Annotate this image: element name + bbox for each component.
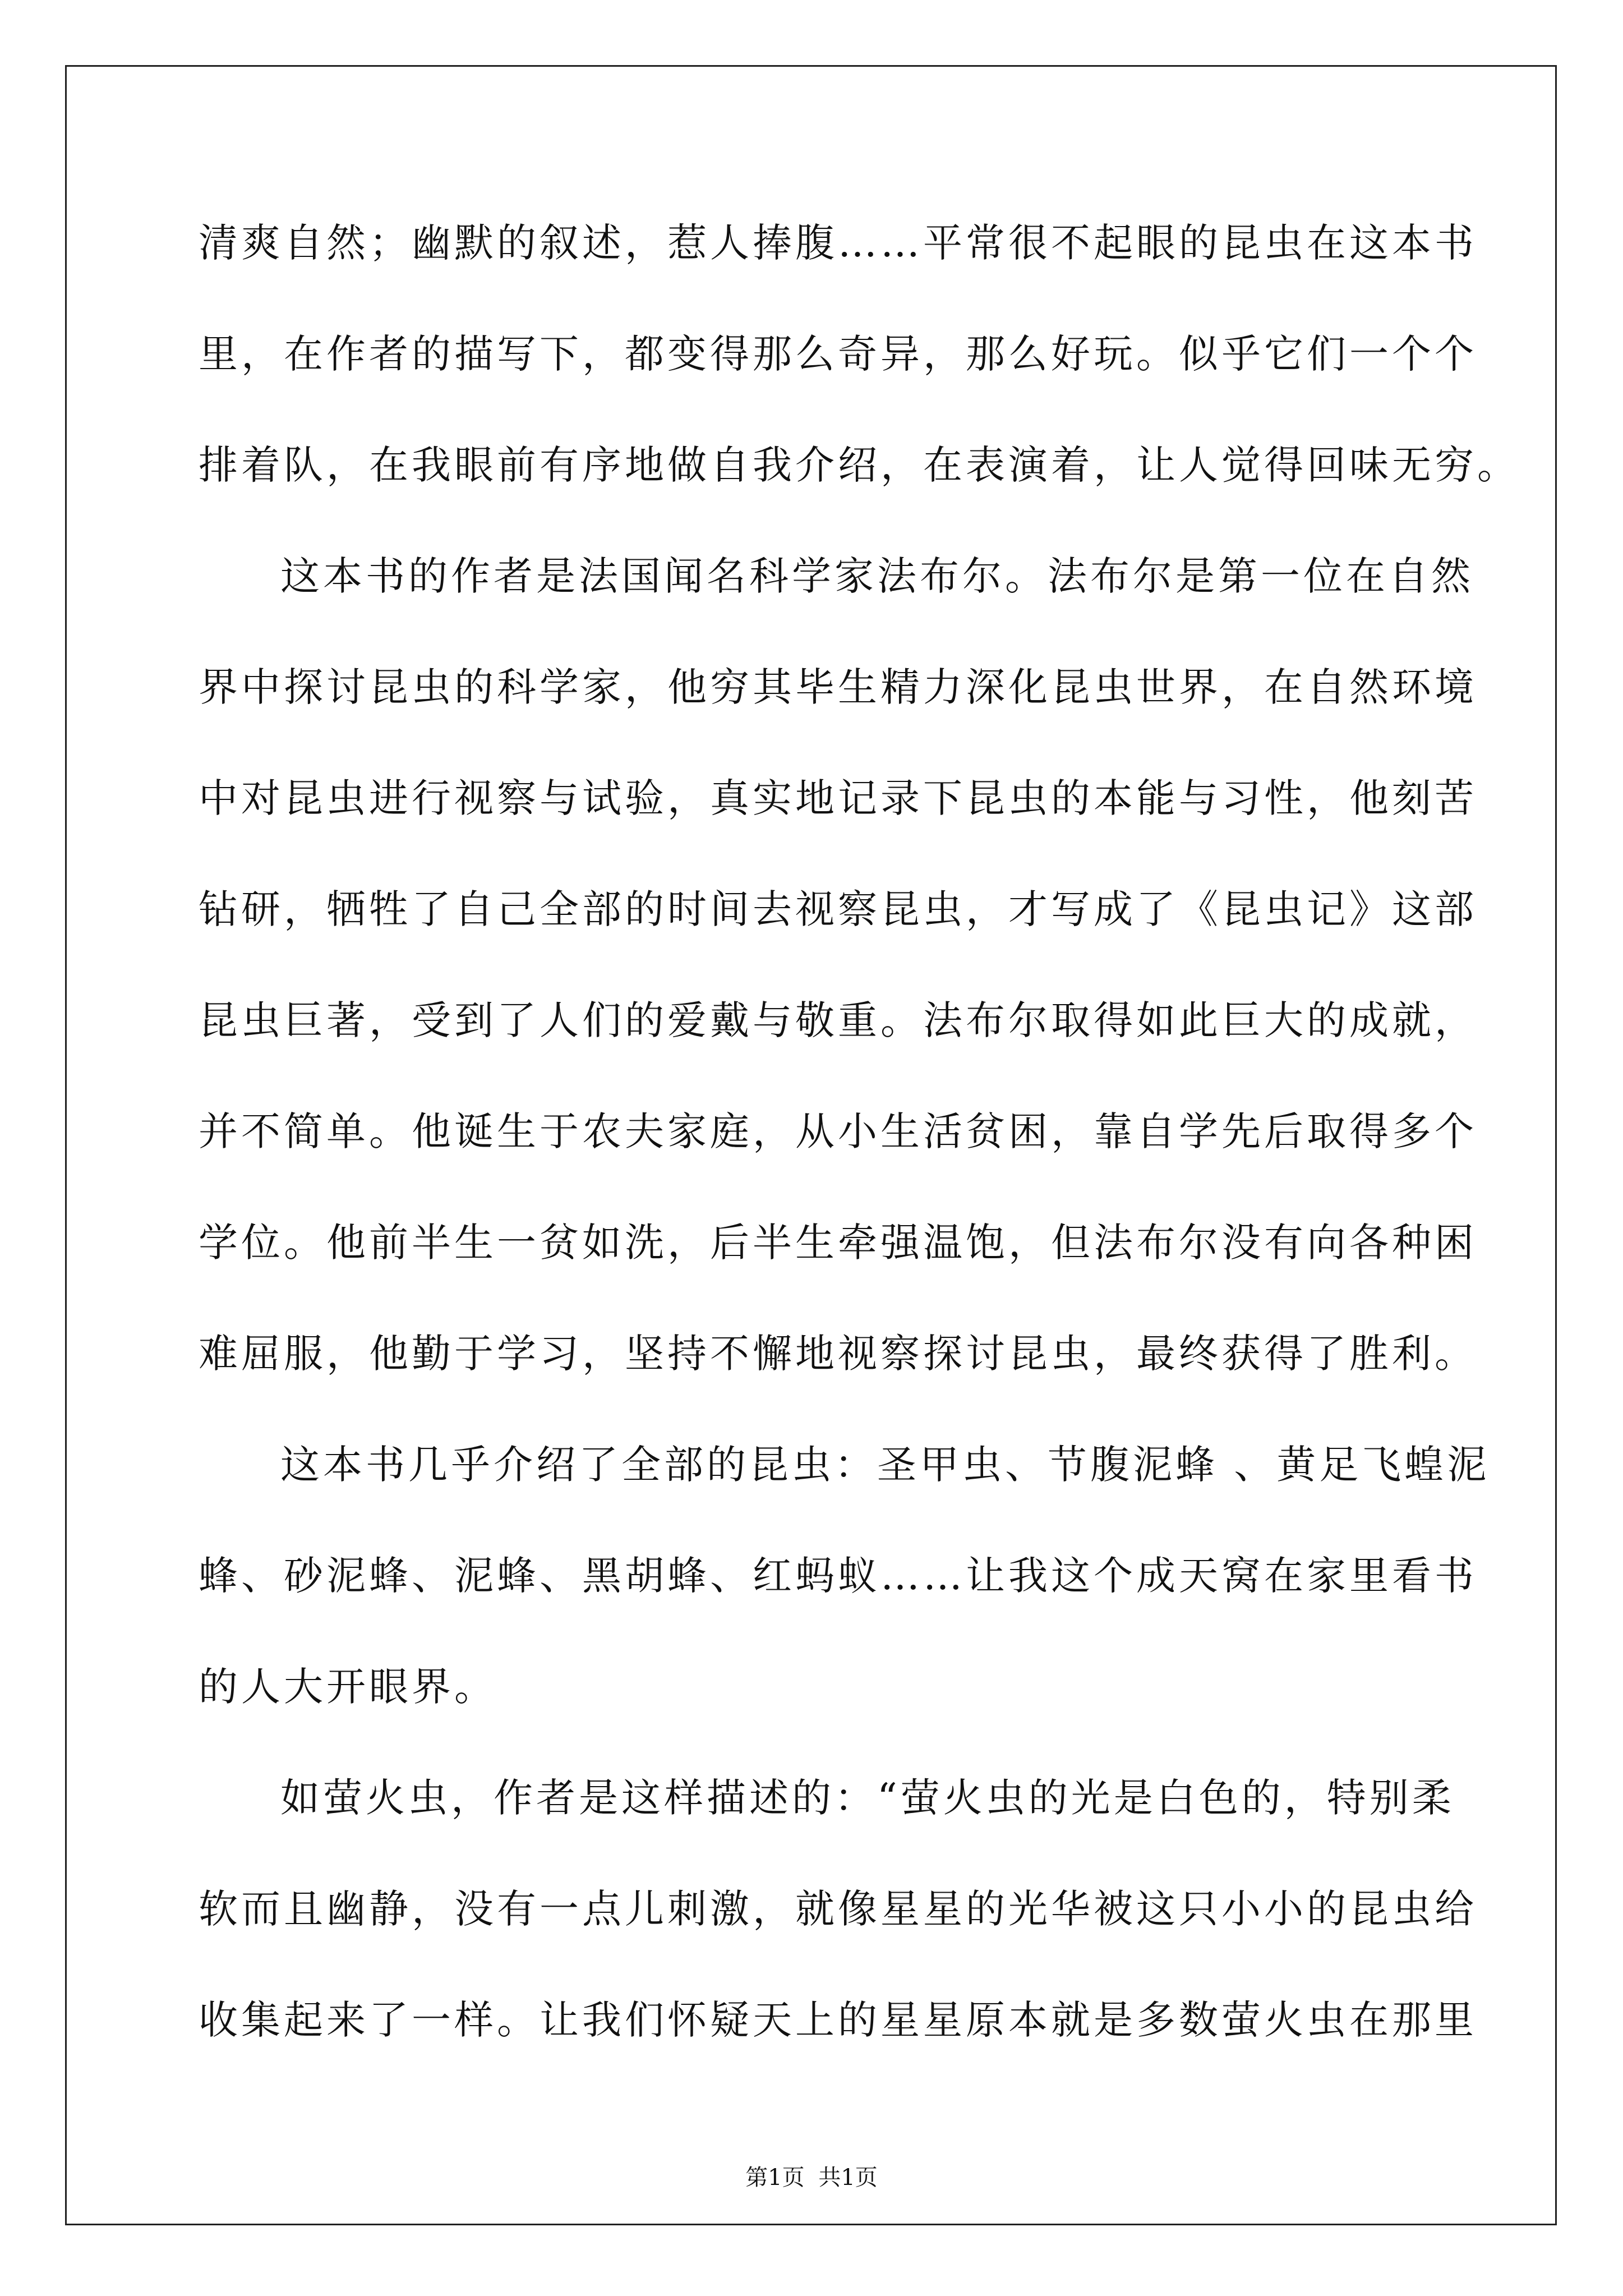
paragraph-first-line: 这本书的作者是法国闻名科学家法布尔。法布尔是第一位在自然 xyxy=(280,553,1474,599)
paragraph-first-line: 如萤火虫，作者是这样描述的：“萤火虫的光是白色的，特别柔 xyxy=(280,1775,1455,1821)
text-line: 收集起来了一样。让我们怀疑天上的星星原本就是多数萤火虫在那里 xyxy=(199,1997,1477,2043)
text-line: 难屈服，他勤于学习，坚持不懈地视察探讨昆虫，最终获得了胜利。 xyxy=(199,1331,1477,1377)
text-line: 清爽自然；幽默的叙述，惹人捧腹……平常很不起眼的昆虫在这本书 xyxy=(199,220,1477,266)
page-footer xyxy=(0,2164,1623,2191)
text-line: 界中探讨昆虫的科学家，他穷其毕生精力深化昆虫世界，在自然环境 xyxy=(199,664,1477,710)
text-line: 里，在作者的描写下，都变得那么奇异，那么好玩。似乎它们一个个 xyxy=(199,331,1477,377)
text-line: 软而且幽静，没有一点儿刺激，就像星星的光华被这只小小的昆虫给 xyxy=(199,1886,1477,1932)
document-body xyxy=(199,213,1520,2101)
page-total: 共1页 xyxy=(818,2165,878,2191)
page-number: 第1页 xyxy=(745,2165,805,2191)
text-line: 并不简单。他诞生于农夫家庭，从小生活贫困，靠自学先后取得多个 xyxy=(199,1108,1477,1154)
paragraph-first-line: 这本书几乎介绍了全部的昆虫：圣甲虫、节腹泥蜂 、黄足飞蝗泥 xyxy=(280,1442,1490,1488)
text-line: 昆虫巨著，受到了人们的爱戴与敬重。法布尔取得如此巨大的成就， xyxy=(199,997,1477,1043)
text-line: 中对昆虫进行视察与试验，真实地记录下昆虫的本能与习性，他刻苦 xyxy=(199,775,1477,821)
text-line: 蜂、砂泥蜂、泥蜂、黑胡蜂、红蚂蚁……让我这个成天窝在家里看书 xyxy=(199,1553,1477,1599)
text-line: 排着队，在我眼前有序地做自我介绍，在表演着，让人觉得回味无穷。 xyxy=(199,442,1520,488)
text-line: 学位。他前半生一贫如洗，后半生牵强温饱，但法布尔没有向各种困 xyxy=(199,1220,1477,1266)
text-line: 的人大开眼界。 xyxy=(199,1664,497,1710)
text-line: 钻研，牺牲了自己全部的时间去视察昆虫，才写成了《昆虫记》这部 xyxy=(199,886,1477,932)
